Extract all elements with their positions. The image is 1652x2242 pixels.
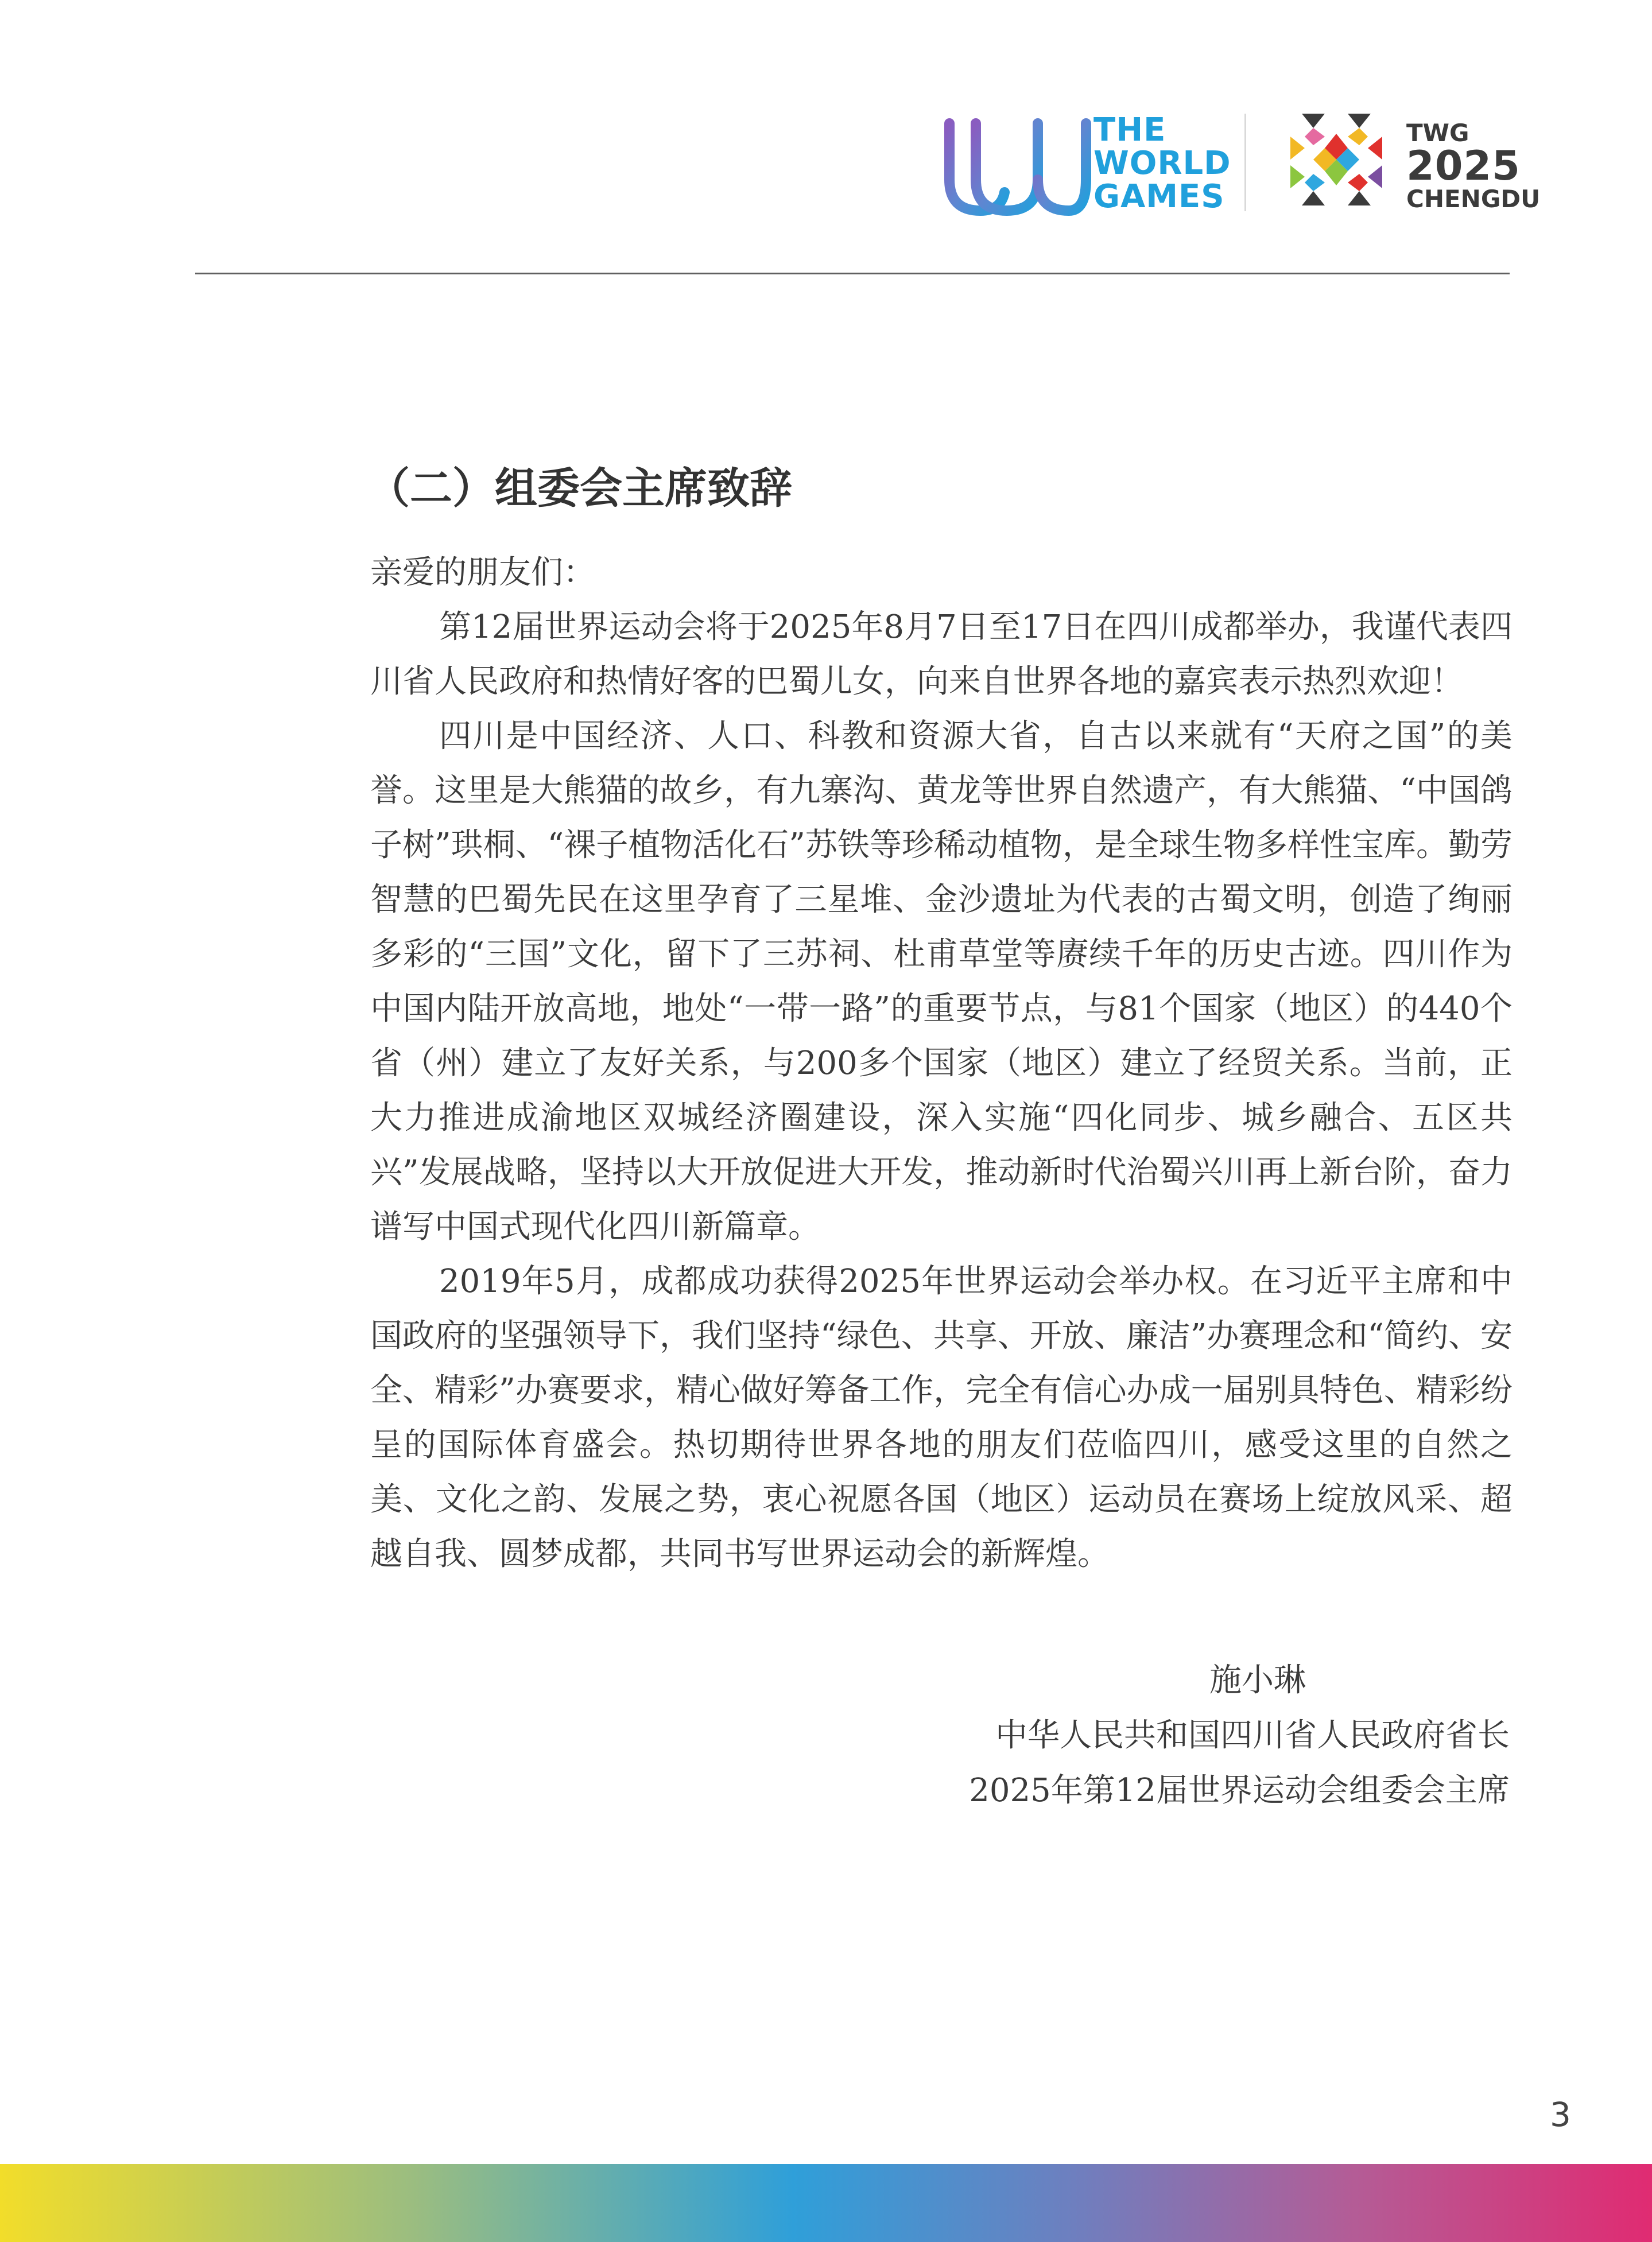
letter-paragraph-3: 2019年5月，成都成功获得2025年世界运动会举办权。在习近平主席和中国政府的坚强领导下，我们坚持“绿色、共享、开放、廉洁”办赛理念和“简约、安全、精彩”办赛要求，精心做好筹备工作，完全有信心办成一届别具特色、精彩纷呈的国际体育盛会。热切期待世界各地的朋友们莅临四川，感受这里的自然之美、文化之韵、发展之势，衷心祝愿各国（地区）运动员在赛场上绽放风采、超越自我、圆梦成都，共同书写世界运动会的新辉煌。 — [370, 1263, 1513, 1573]
header-rule — [195, 273, 1510, 274]
twg-wordmark — [1406, 119, 1541, 213]
salutation: 亲爱的朋友们： — [370, 554, 595, 591]
wordmark-line-the: THE — [1093, 111, 1166, 149]
letter-paragraph-1: 第12届世界运动会将于2025年8月7日至17日在四川成都举办，我谨代表四川省人民政府和热情好客的巴蜀儿女，向来自世界各地的嘉宾表示热烈欢迎！ — [370, 608, 1513, 700]
wordmark-line-games: GAMES — [1093, 178, 1225, 215]
twg-year: 2025 — [1406, 142, 1521, 189]
twg-2025-emblem-icon — [1279, 102, 1394, 217]
page-number: 3 — [1550, 2095, 1571, 2134]
world-games-wordmark — [1093, 111, 1243, 215]
footer-gradient-bar — [0, 2164, 1652, 2242]
letter-body — [370, 545, 1513, 1581]
page-header — [0, 0, 1652, 276]
signature-block — [969, 1653, 1510, 1818]
header-divider — [1244, 114, 1246, 211]
wordmark-line-world: WORLD — [1093, 145, 1231, 182]
letter-paragraph-2: 四川是中国经济、人口、科教和资源大省，自古以来就有“天府之国”的美誉。这里是大熊猫的故乡，有九寨沟、黄龙等世界自然遗产，有大熊猫、“中国鸽子树”珙桐、“裸子植物活化石”苏铁等珍稀动植物，是全球生物多样性宝库。勤劳智慧的巴蜀先民在这里孕育了三星堆、金沙遗址为代表的古蜀文明，创造了绚丽多彩的“三国”文化，留下了三苏祠、杜甫草堂等赓续千年的历史古迹。四川作为中国内陆开放高地，地处“一带一路”的重要节点，与81个国家（地区）的440个省（州）建立了友好关系，与200多个国家（地区）建立了经贸关系。当前，正大力推进成渝地区双城经济圈建设，深入实施“四化同步、城乡融合、五区共兴”发展战略，坚持以大开放促进大开发，推动新时代治蜀兴川再上新台阶，奋力谱写中国式现代化四川新篇章。 — [370, 717, 1513, 1246]
twg-city: CHENGDU — [1406, 185, 1541, 213]
signatory-name: 施小琳 — [1209, 1662, 1306, 1699]
signatory-title-governor: 中华人民共和国四川省人民政府省长 — [995, 1717, 1510, 1754]
section-title: （二）组委会主席致辞 — [367, 464, 792, 514]
signatory-title-chair: 2025年第12届世界运动会组委会主席 — [969, 1772, 1510, 1809]
twg-label: TWG — [1406, 119, 1469, 147]
